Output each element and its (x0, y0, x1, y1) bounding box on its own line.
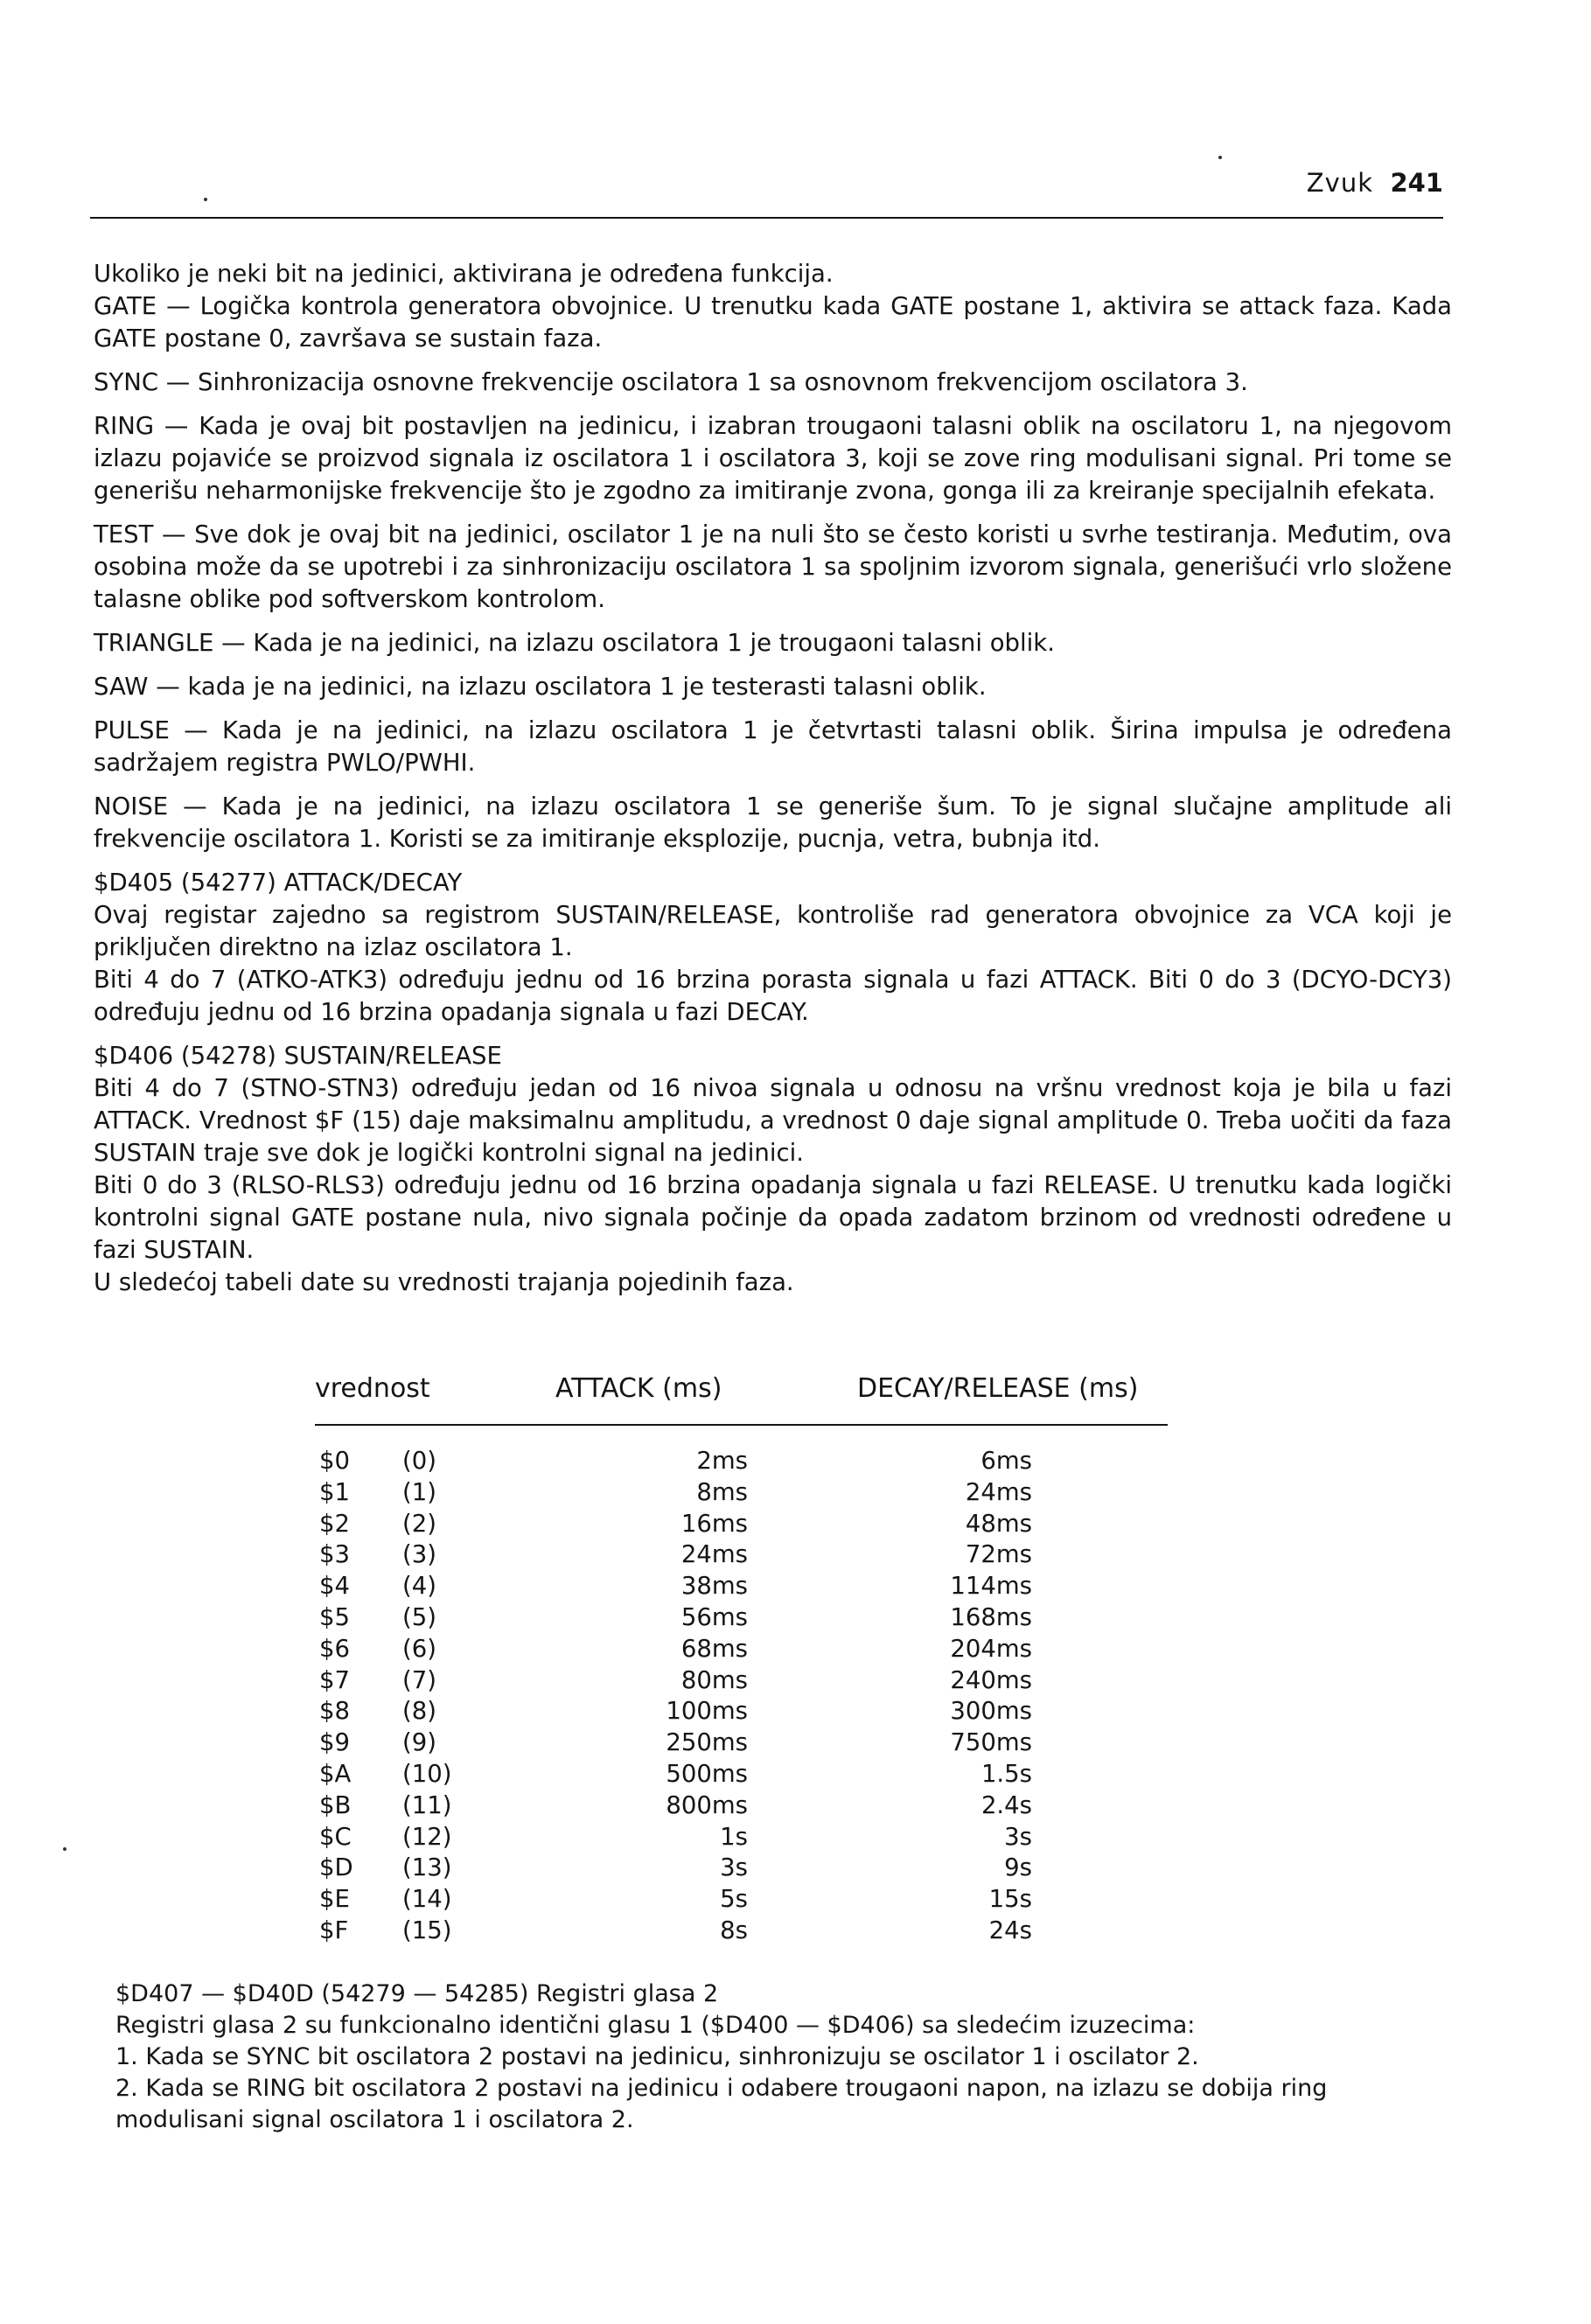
header-rule (90, 217, 1443, 219)
table-row (319, 1510, 1159, 1541)
row-dec: (11) (402, 1790, 452, 1819)
row-hex: $4 (319, 1572, 350, 1601)
row-dec: (1) (402, 1477, 436, 1506)
row-decay: 72ms (965, 1540, 1032, 1569)
row-hex: $C (319, 1822, 352, 1851)
row-decay: 168ms (950, 1602, 1032, 1631)
row-attack: 24ms (680, 1540, 748, 1569)
sd406-paragraph-2: Biti 0 do 3 (RLSO-RLS3) određuju jednu od 16 brzina opadanja signala u fazi RELEASE. U trenutku kada logički kontrolni signal GATE postane nula, nivo signala počinje da opada zadatom brzinom od vrednosti određene u fazi SUSTAIN. (94, 1171, 1452, 1264)
row-dec: (8) (402, 1697, 436, 1726)
row-hex: $D (319, 1853, 353, 1882)
row-dec: (2) (402, 1509, 436, 1538)
row-hex: $0 (319, 1447, 350, 1475)
sd405-heading: $D405 (54277) ATTACK/DECAY (94, 869, 463, 897)
row-decay: 204ms (950, 1634, 1032, 1663)
row-decay: 750ms (950, 1728, 1032, 1757)
table-row (319, 1760, 1159, 1791)
row-dec: (12) (402, 1822, 452, 1851)
sd406-paragraph-3: U sledećoj tabeli date su vrednosti trajanja pojedinih faza. (94, 1268, 794, 1296)
row-dec: (7) (402, 1665, 436, 1694)
voice-2-paragraph: Registri glasa 2 su funkcionalno identični glasu 1 ($D400 — $D406) sa sledećim izuzecima: (115, 2012, 1196, 2039)
row-attack: 68ms (680, 1634, 748, 1663)
row-decay: 240ms (950, 1665, 1032, 1694)
row-decay: 15s (988, 1885, 1032, 1914)
table-row (319, 1728, 1159, 1760)
row-dec: (4) (402, 1572, 436, 1601)
table-row (319, 1916, 1159, 1948)
row-attack: 800ms (666, 1790, 748, 1819)
row-attack: 500ms (666, 1759, 748, 1788)
timing-table (319, 1447, 1159, 1948)
row-dec: (14) (402, 1885, 452, 1914)
row-dec: (6) (402, 1634, 436, 1663)
header-attack: ATTACK (ms) (555, 1373, 722, 1404)
page-number: 241 (1390, 168, 1443, 198)
row-decay: 2.4s (980, 1790, 1032, 1819)
row-dec: (3) (402, 1540, 436, 1569)
table-row (319, 1885, 1159, 1916)
row-attack: 2ms (696, 1447, 748, 1475)
row-hex: $8 (319, 1697, 350, 1726)
row-attack: 16ms (680, 1509, 748, 1538)
row-hex: $3 (319, 1540, 350, 1569)
row-hex: $7 (319, 1665, 350, 1694)
voice-2-item-2: 2. Kada se RING bit oscilatora 2 postavi na jedinicu i odabere trougaoni napon, na izlazu se dobija ring modulisani signal oscilatora 1 i oscilatora 2. (115, 2075, 1328, 2133)
saw-paragraph: SAW — kada je na jedinici, na izlazu oscilatora 1 je testerasti talasni oblik. (94, 673, 987, 701)
triangle-paragraph: TRIANGLE — Kada je na jedinici, na izlazu oscilatora 1 je trougaoni talasni oblik. (94, 629, 1055, 657)
table-row (319, 1853, 1159, 1885)
intro-paragraph: Ukoliko je neki bit na jedinici, aktivirana je određena funkcija. (94, 260, 834, 288)
row-attack: 8ms (696, 1477, 748, 1506)
row-attack: 250ms (666, 1728, 748, 1757)
row-attack: 3s (720, 1853, 748, 1882)
sd406-paragraph-1: Biti 4 do 7 (STNO-STN3) određuju jedan od 16 nivoa signala u odnosu na vršnu vrednost koja je bila u fazi ATTACK. Vrednost $F (15) daje maksimalnu amplitudu, a vrednost 0 daje signal amplitude 0. Treba uočiti da faza SUSTAIN traje sve dok je logički kontrolni signal na jedinici. (94, 1074, 1452, 1167)
table-row (319, 1540, 1159, 1572)
row-hex: $2 (319, 1509, 350, 1538)
row-hex: $F (319, 1916, 349, 1944)
scan-speck (1218, 156, 1222, 159)
row-hex: $E (319, 1885, 350, 1914)
table-row (319, 1447, 1159, 1478)
page-header (90, 168, 1443, 203)
header-decay: DECAY/RELEASE (ms) (857, 1373, 1139, 1404)
pulse-paragraph: PULSE — Kada je na jedinici, na izlazu oscilatora 1 je četvrtasti talasni oblik. Širina impulsa je određena sadržajem registra PWLO/PWHI. (94, 716, 1452, 777)
row-attack: 56ms (680, 1602, 748, 1631)
row-decay: 24ms (965, 1477, 1032, 1506)
row-attack: 8s (720, 1916, 748, 1944)
row-decay: 48ms (965, 1509, 1032, 1538)
sd406-heading: $D406 (54278) SUSTAIN/RELEASE (94, 1042, 502, 1070)
row-dec: (15) (402, 1916, 452, 1944)
row-decay: 1.5s (980, 1759, 1032, 1788)
row-attack: 80ms (680, 1665, 748, 1694)
row-hex: $6 (319, 1634, 350, 1663)
row-dec: (9) (402, 1728, 436, 1757)
main-text (94, 258, 1452, 1299)
voice-2-heading: $D407 — $D40D (54279 — 54285) Registri glasa 2 (115, 1980, 719, 2007)
ring-paragraph: RING — Kada je ovaj bit postavljen na jedinicu, i izabran trougaoni talasni oblik na oscilatoru 1, na njegovom izlazu pojaviće se proizvod signala iz oscilatora 1 i oscilatora 3, koji se zove ring modulisani signal. Pri tome se generišu neharmonijske frekvencije što je zgodno za imitiranje zvona, gonga ili za kreiranje specijalnih efekata. (94, 412, 1452, 505)
row-decay: 24s (988, 1916, 1032, 1944)
row-decay: 9s (1004, 1853, 1032, 1882)
table-row (319, 1635, 1159, 1666)
row-attack: 1s (720, 1822, 748, 1851)
scan-speck (204, 198, 207, 201)
voice-2-item-1: 1. Kada se SYNC bit oscilatora 2 postavi na jedinicu, sinhronizuju se oscilator 1 i oscilator 2. (115, 2043, 1199, 2070)
header-value: vrednost (315, 1373, 430, 1404)
row-dec: (0) (402, 1447, 436, 1475)
row-hex: $B (319, 1790, 352, 1819)
table-row (319, 1823, 1159, 1854)
scan-speck (63, 1847, 66, 1851)
noise-paragraph: NOISE — Kada je na jedinici, na izlazu oscilatora 1 se generiše šum. To je signal slučajne amplitude ali frekvencije oscilatora 1. Koristi se za imitiranje eksplozije, pucnja, vetra, bubnja itd. (94, 792, 1452, 853)
row-decay: 6ms (980, 1447, 1032, 1475)
row-dec: (10) (402, 1759, 452, 1788)
row-decay: 3s (1004, 1822, 1032, 1851)
row-decay: 300ms (950, 1697, 1032, 1726)
row-hex: $9 (319, 1728, 350, 1757)
row-attack: 5s (720, 1885, 748, 1914)
table-row (319, 1478, 1159, 1510)
test-paragraph: TEST — Sve dok je ovaj bit na jedinici, oscilator 1 je na nuli što se često koristi u svrhe testiranja. Međutim, ova osobina može da se upotrebi i za sinhronizaciju oscilatora 1 sa spoljnim izvorom signala, generišući vrlo složene talasne oblike pod softverskom kontrolom. (94, 520, 1452, 613)
sync-paragraph: SYNC — Sinhronizacija osnovne frekvencije oscilatora 1 sa osnovnom frekvencijom oscilatora 3. (94, 368, 1248, 396)
table-row (319, 1666, 1159, 1698)
running-title: Zvuk (1306, 168, 1373, 198)
table-row (319, 1572, 1159, 1603)
row-attack: 38ms (680, 1572, 748, 1601)
table-header-rule (315, 1424, 1168, 1426)
row-hex: $1 (319, 1477, 350, 1506)
gate-paragraph: GATE — Logička kontrola generatora obvojnice. U trenutku kada GATE postane 1, aktivira se attack faza. Kada GATE postane 0, završava se sustain faza. (94, 292, 1452, 352)
table-row (319, 1697, 1159, 1728)
table-row (319, 1791, 1159, 1823)
row-dec: (13) (402, 1853, 452, 1882)
row-hex: $5 (319, 1602, 350, 1631)
table-header (315, 1373, 1168, 1417)
voice-2-section (115, 1979, 1454, 2136)
row-hex: $A (319, 1759, 352, 1788)
sd405-paragraph-2: Biti 4 do 7 (ATKO-ATK3) određuju jednu od 16 brzina porasta signala u fazi ATTACK. Biti 0 do 3 (DCYO-DCY3) određuju jednu od 16 brzina opadanja signala u fazi DECAY. (94, 966, 1452, 1026)
table-row (319, 1603, 1159, 1635)
row-dec: (5) (402, 1602, 436, 1631)
row-attack: 100ms (666, 1697, 748, 1726)
sd405-paragraph-1: Ovaj registar zajedno sa registrom SUSTAIN/RELEASE, kontroliše rad generatora obvojnice za VCA koji je priključen direktno na izlaz oscilatora 1. (94, 901, 1452, 961)
row-decay: 114ms (950, 1572, 1032, 1601)
